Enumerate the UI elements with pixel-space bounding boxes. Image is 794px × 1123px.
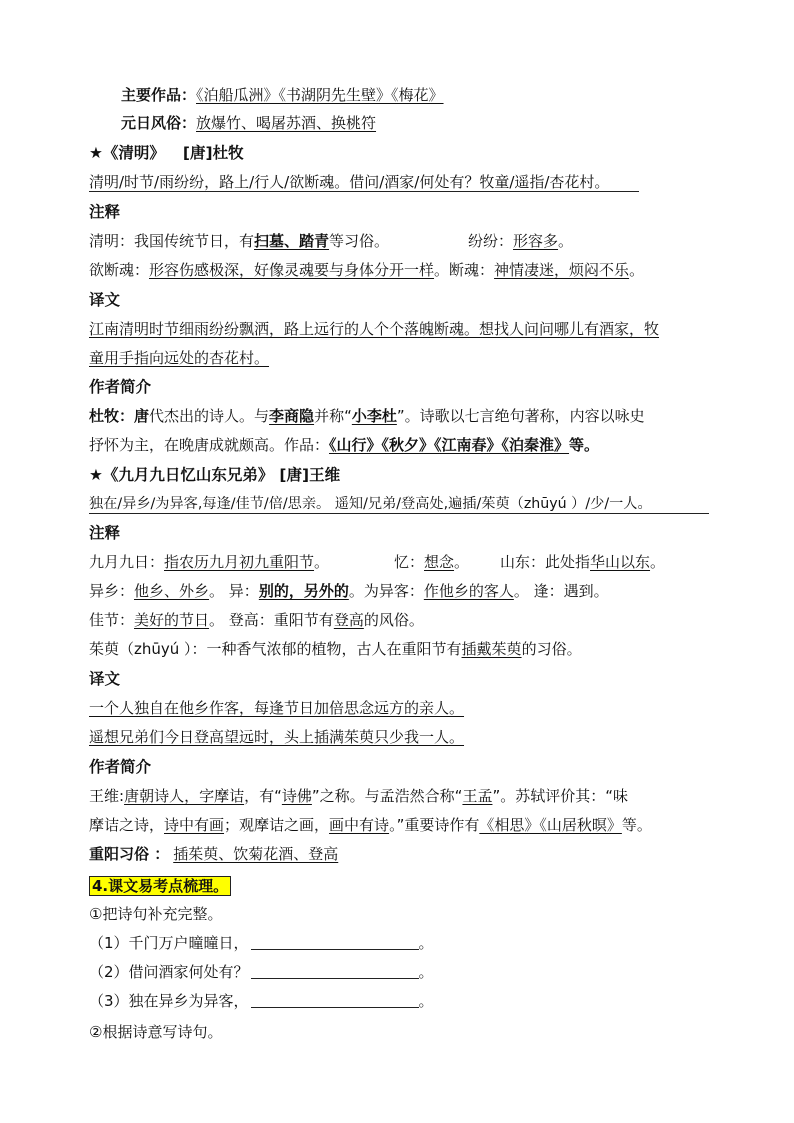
qingming-poem: 清明/时节/雨纷纷，路上/行人/欲断魂。借问/酒家/何处有？牧童/遥指/杏花村。 (89, 173, 610, 191)
section-heading: 译文 (89, 291, 121, 309)
works-line: 主要作品：《泊船瓜洲》《书湖阴先生壁》《梅花》 (121, 86, 444, 104)
author-intro: 王维:唐朝诗人，字摩诘，有“诗佛”之称。与孟浩然合称“王孟”。苏轼评价其：“味 (89, 787, 628, 805)
note-line: 茱萸（zhūyú ）：一种香气浓郁的植物，古人在重阳节有插戴茱萸的习俗。 (89, 640, 582, 658)
section-heading: 作者简介 (89, 378, 152, 396)
answer-blank[interactable] (251, 962, 419, 979)
translation-line: 童用手指向远处的杏花村。 (89, 349, 270, 367)
translation-line: 江南清明时节细雨纷纷飘洒，路上远行的人个个落魄断魂。想找人问问哪儿有酒家，牧 (89, 320, 660, 338)
translation-line: 遥想兄弟们今日登高望远时，头上插满茱萸只少我一人。 (89, 728, 465, 746)
author-intro: 摩诘之诗，诗中有画；观摩诘之画，画中有诗。”重要诗作有《相思》《山居秋暝》等。 (89, 816, 652, 834)
fill-in-line: （2）借问酒家何处有？ 。 (89, 963, 434, 981)
note-line: 佳节：美好的节日。 登高：重阳节有登高的风俗。 (89, 611, 424, 629)
fill-in-line: （3）独在异乡为异客， 。 (89, 992, 434, 1010)
qingming-title: ★《清明》 [唐]杜牧 (89, 144, 244, 162)
section-heading: 注释 (89, 203, 121, 221)
translation-line: 一个人独自在他乡作客，每逢节日加倍思念远方的亲人。 (89, 699, 465, 717)
chongyang-custom-line: 重阳习俗 ： 插茱萸、饮菊花酒、登高 (89, 845, 339, 863)
underline (89, 191, 639, 192)
section-heading: 作者简介 (89, 758, 152, 776)
underline (89, 513, 709, 514)
note-line: 山东：此处指华山以东。 (500, 553, 666, 571)
question-1: ①把诗句补充完整。 (89, 905, 223, 923)
author-intro: 抒怀为主，在晚唐成就颇高。作品：《山行》《秋夕》《江南春》《泊秦淮》等。 (89, 436, 600, 454)
note-line: 清明：我国传统节日，有扫墓、踏青等习俗。 (89, 232, 390, 250)
section-heading: 注释 (89, 524, 121, 542)
answer-blank[interactable] (251, 933, 419, 950)
yuanri-custom-line: 元日风俗：放爆竹、喝屠苏酒、换桃符 (121, 114, 377, 132)
note-line: 纷纷：形容多。 (468, 232, 574, 250)
fill-in-line: （1）千门万户曈曈日， 。 (89, 934, 434, 952)
works-list: 《泊船瓜洲》《书湖阴先生壁》《梅花》 (196, 86, 444, 104)
section-heading: 译文 (89, 670, 121, 688)
question-2: ②根据诗意写诗句。 (89, 1023, 223, 1041)
section-4-title: 4.课文易考点梳理。 (89, 875, 231, 897)
author-intro: 杜牧：唐代杰出的诗人。与李商隐并称“小李杜”。诗歌以七言绝句著称，内容以咏史 (89, 407, 645, 425)
note-line: 忆：想念。 (394, 553, 470, 571)
note-line: 欲断魂：形容伤感极深，好像灵魂要与身体分开一样。断魂：神情凄迷，烦闷不乐。 (89, 261, 645, 279)
jiuyue-poem: 独在/异乡/为异客,每逢/佳节/倍/思亲。 遥知/兄弟/登高处,遍插/茱萸（zhūyú ）/少/一人。 (89, 496, 652, 512)
answer-blank[interactable] (251, 991, 419, 1008)
jiuyue-title: ★《九月九日忆山东兄弟》 [唐]王维 (89, 466, 341, 484)
note-line: 九月九日：指农历九月初九重阳节。 (89, 553, 330, 571)
note-line: 异乡：他乡、外乡。 异：别的，另外的。为异客：作他乡的客人。 逢：遇到。 (89, 582, 609, 600)
